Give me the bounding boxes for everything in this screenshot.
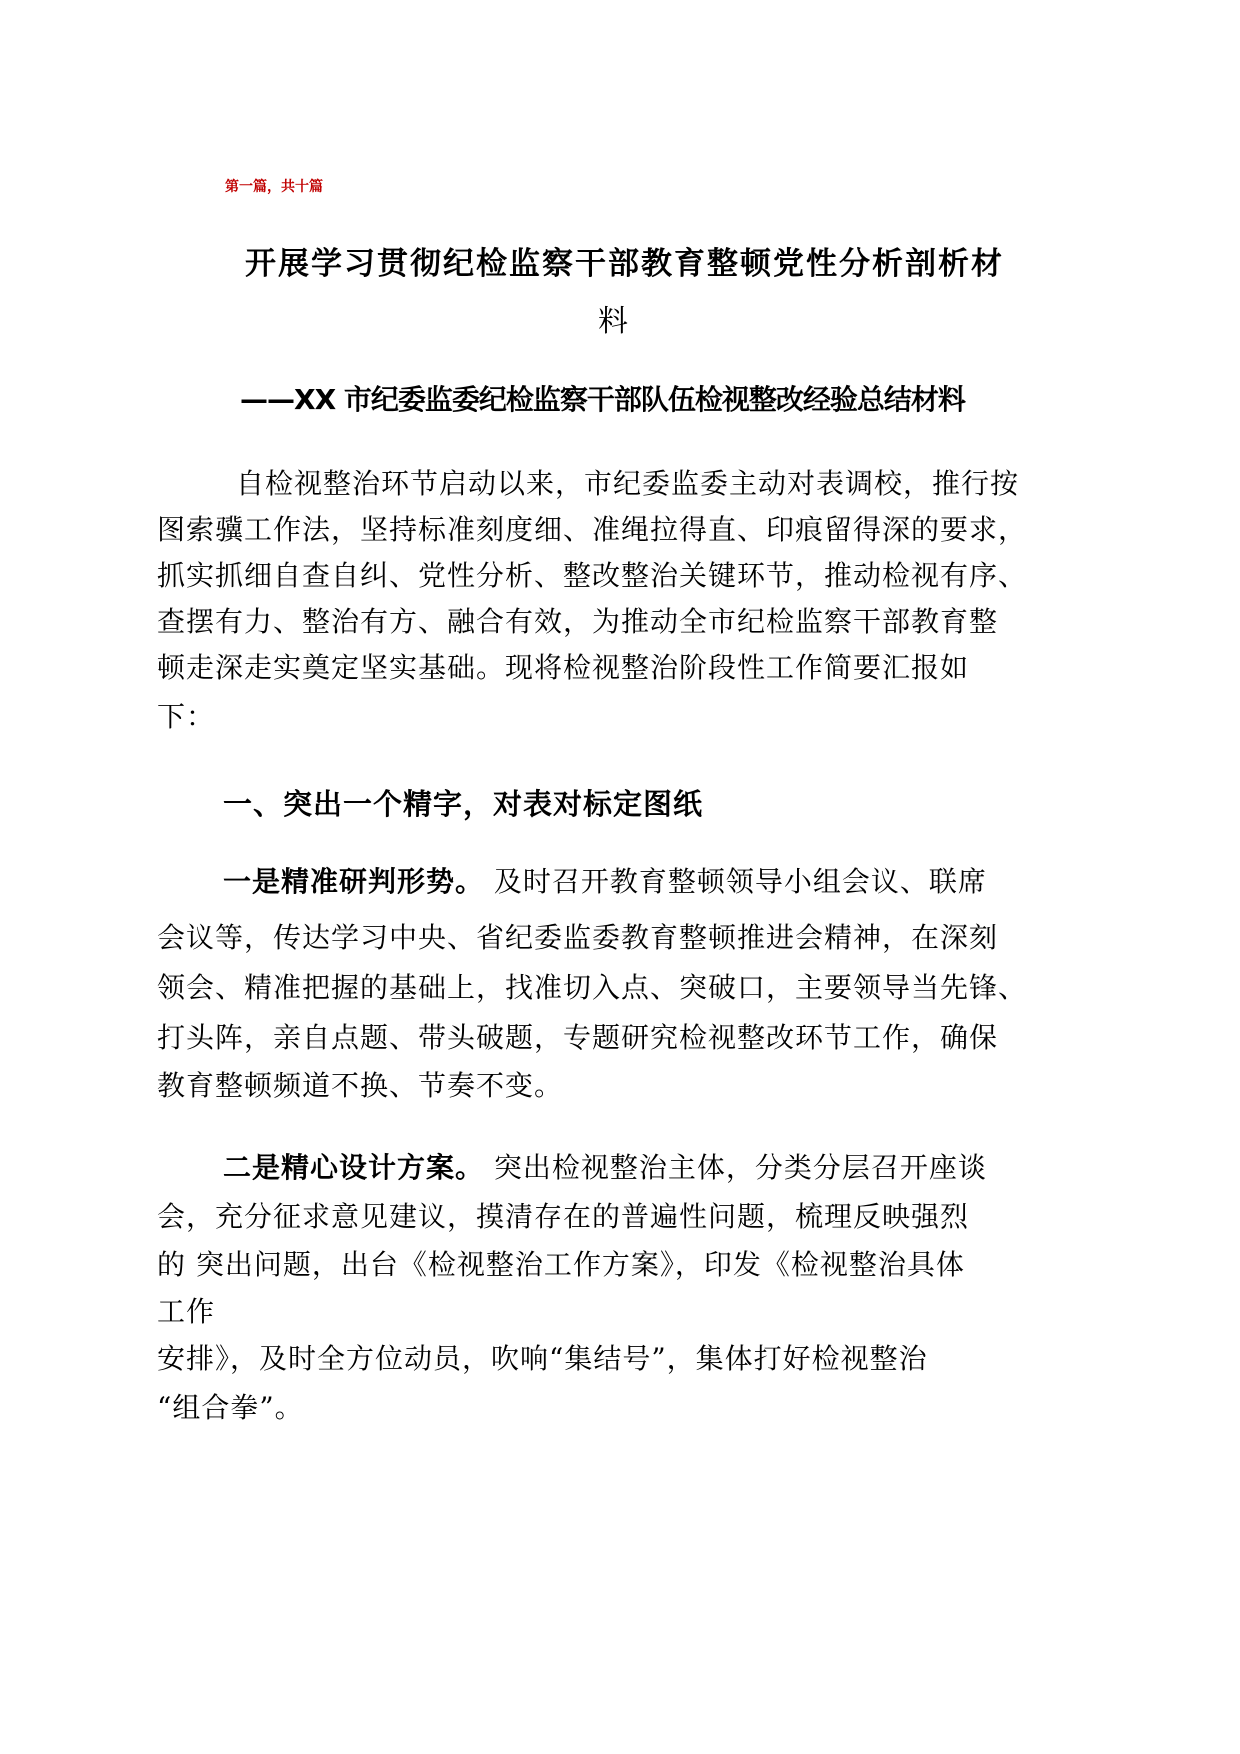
- intro-line-2: 图索骥工作法，坚持标准刻度细、准绳拉得直、印痕留得深的要求，: [157, 513, 1028, 546]
- series-label: 第一篇，共十篇: [225, 179, 323, 195]
- para1-lead: 一是精准研判形势。: [223, 865, 485, 898]
- intro-line-4: 查摆有力、整治有方、融合有效，为推动全市纪检监察干部教育整: [157, 605, 999, 638]
- para2-line-3: 的 突出问题，出台《检视整治工作方案》，印发《检视整治具体: [157, 1248, 965, 1281]
- intro-line-5: 顿走深走实奠定坚实基础。现将检视整治阶段性工作简要汇报如: [157, 651, 970, 684]
- document-title-line-2: 料: [598, 304, 628, 339]
- document-subtitle: ——XX 市纪委监委纪检监察干部队伍检视整改经验总结材料: [240, 383, 965, 416]
- para2-line-5: 安排》，及时全方位动员，吹响“集结号”，集体打好检视整治: [157, 1342, 928, 1375]
- para1-first-line: [223, 860, 987, 900]
- intro-line-6: 下：: [157, 700, 216, 733]
- para2-first-rest: 突出检视整治主体，分类分层召开座谈: [484, 1151, 987, 1184]
- para2-line-4: 工作: [157, 1295, 216, 1328]
- para2-line-6: “组合拳”。: [157, 1391, 304, 1424]
- para1-line-5: 教育整顿频道不换、节奏不变。: [157, 1069, 564, 1102]
- para2-first-line: [223, 1146, 987, 1186]
- section-heading-1: 一、突出一个精字，对表对标定图纸: [223, 787, 704, 821]
- para1-line-3: 领会、精准把握的基础上，找准切入点、突破口，主要领导当先锋、: [157, 971, 1028, 1004]
- document-title-line-1: 开展学习贯彻纪检监察干部教育整顿党性分析剖析材: [245, 246, 1004, 282]
- para2-line-2: 会，充分征求意见建议，摸清存在的普遍性问题，梳理反映强烈: [157, 1200, 970, 1233]
- para1-line-4: 打头阵，亲自点题、带头破题，专题研究检视整改环节工作，确保: [157, 1021, 999, 1054]
- intro-line-1: 自检视整治环节启动以来，市纪委监委主动对表调校，推行按: [236, 467, 1020, 500]
- intro-line-3: 抓实抓细自查自纠、党性分析、整改整治关键环节，推动检视有序、: [157, 559, 1028, 592]
- para2-lead: 二是精心设计方案。: [223, 1151, 485, 1184]
- para1-line-2: 会议等，传达学习中央、省纪委监委教育整顿推进会精神，在深刻: [157, 921, 999, 954]
- para1-first-rest: 及时召开教育整顿领导小组会议、联席: [484, 865, 987, 898]
